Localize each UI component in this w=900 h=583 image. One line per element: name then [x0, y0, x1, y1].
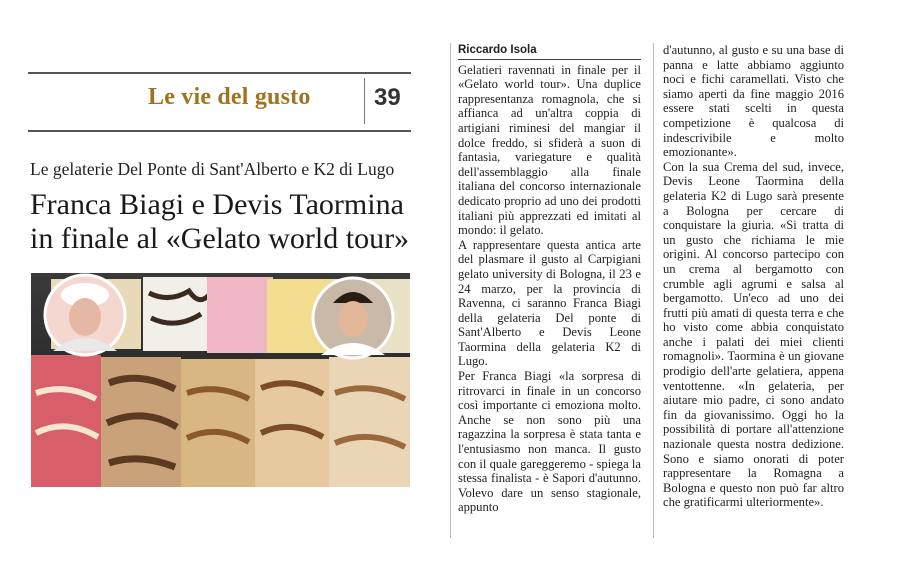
- article-photo: [31, 273, 410, 487]
- headline-line-1: Franca Biagi e Devis Taormina: [30, 188, 404, 221]
- paragraph: A rappresentare questa antica arte del plasmare il gusto al Carpigiani gelato university di Bologna, il 23 e 24 marzo, per la provincia di Ravenna, ci saranno Franca Biagi della gelateria Del ponte di Sant'Alberto e Devis Leone Taormina della gelateria K2 di Lugo.: [458, 237, 641, 369]
- gelato-display-image: [31, 273, 410, 487]
- paragraph: d'autunno, al gusto e su una base di panna e latte abbiamo aggiunto noci e fichi caramellati. Visto che siamo aperti da fine maggio 2016 essere stati scelti in questa competizione è qualcosa di indescrivibile e molto emozionante».: [663, 43, 844, 160]
- paragraph: Gelatieri ravennati in finale per il «Gelato world tour». Una duplice rappresentanza romagnola, che si affianca ad un'altra coppia di artigiani riminesi del mangiar il dolce freddo, si sfiderà a suon di fantasia, variegature e qualità dell'assemblaggio alla finale italiana del concorso internazionale dedicato proprio ad uno dei prodotti italiani più apprezzati ed imitati al mondo: il gelato.: [458, 62, 641, 238]
- section-bar-top: [28, 72, 411, 74]
- text-column-1: [458, 43, 641, 515]
- article-kicker: Le gelaterie Del Ponte di Sant'Alberto e K2 di Lugo: [30, 159, 395, 179]
- section-bar-bottom: [28, 130, 411, 132]
- headline-line-2: in finale al «Gelato world tour»: [30, 222, 410, 255]
- page-number: 39: [374, 84, 401, 111]
- section-separator: [364, 78, 365, 124]
- text-column-2: [663, 43, 844, 510]
- column-rule-left: [450, 43, 451, 538]
- article-headline: [30, 188, 420, 256]
- byline: Riccardo Isola: [458, 43, 641, 60]
- section-title: Le vie del gusto: [148, 84, 311, 110]
- column-rule-middle: [653, 43, 654, 538]
- paragraph: Per Franca Biagi «la sorpresa di ritrovarci in finale in un concorso così importante ci emoziona molto. Anche se non sono più una ragazzina la sorpresa è stata tanta e l'entusiasmo non manca. Il gusto con il quale gareggeremo - spiega la stessa finalista - è Sapori d'autunno. Volevo dare un senso stagionale, appunto: [458, 369, 641, 515]
- paragraph: Con la sua Crema del sud, invece, Devis Leone Taormina della gelateria K2 di Lugo sarà presente a Bologna per cercare di conquistare la giuria. «Si tratta di un gusto che richiama le mie origini. Al concorso partecipo con un crema al bergamotto con crumble agli agrumi e salsa al bergamotto. Un'eco ad uno dei frutti più amati di questa terra e che ho visto come abbia conquistato anche i palati dei miei clienti romagnoli». Taormina è un giovane prodigio dell'arte gelatiera, appena ventottenne. «In gelateria, per aiutare mio padre, ci sono andato fin da giovanissimo. Oggi ho la possibilità di portare all'attenzione nazionale questa nostra dedizione. Sono e siamo onorati di poter rappresentare la Romagna a Bologna e questo non può far altro che gratificarmi ulteriormente».: [663, 159, 844, 510]
